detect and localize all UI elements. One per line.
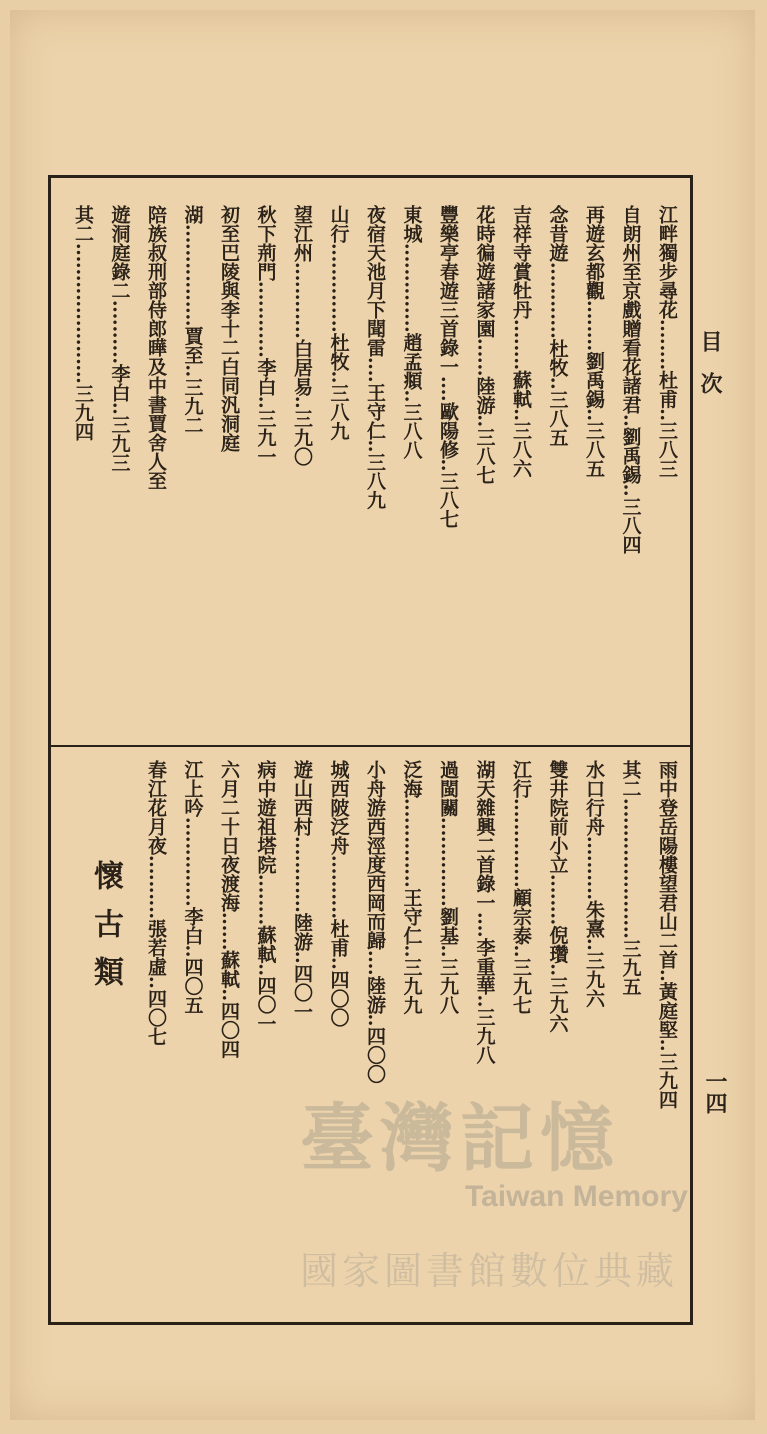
toc-entry: 病中遊祖塔院‥‥‥‥蘇軾‥四〇一 <box>254 760 277 1034</box>
toc-entry: 東城‥‥‥‥‥‥‥趙孟頫‥三八八 <box>400 205 423 460</box>
toc-entry: 湖‥‥‥‥‥‥‥‥賈至‥三九二 <box>181 205 204 435</box>
toc-entry: 豐樂亭春遊三首錄一‥‥歐陽修‥三八七 <box>437 205 459 529</box>
toc-entry: 遊山西村‥‥‥‥‥‥陸游‥四〇一 <box>291 760 313 1021</box>
toc-entry: 湖天雜興二首錄一‥‥李重華‥三九八 <box>473 760 496 1065</box>
toc-entry: 過閩關‥‥‥‥‥‥‥劉基‥三九八 <box>437 760 459 1015</box>
toc-entry: 泛海‥‥‥‥‥‥‥王守仁‥三九九 <box>400 760 423 1015</box>
watermark-library: 國家圖書館數位典藏 <box>300 1249 679 1293</box>
toc-entry: 水口行舟‥‥‥‥‥朱熹‥三九六 <box>583 760 605 1008</box>
toc-entry: 夜宿天池月下聞雷‥‥王守仁‥三八九 <box>364 205 386 510</box>
toc-entry: 陪族叔刑部侍郎曄及中書賈舍人至 <box>145 205 167 490</box>
toc-entry: 自朗州至京戲贈看花諸君‥劉禹錫‥三八四 <box>619 205 642 554</box>
toc-entry: 江行‥‥‥‥‥‥‥顧宗泰‥三九七 <box>510 760 532 1015</box>
toc-entry: 江上吟‥‥‥‥‥‥‥李白‥四〇五 <box>181 760 204 1015</box>
watermark-english: Taiwan Memory <box>465 1180 688 1213</box>
toc-entry: 山行‥‥‥‥‥‥‥杜牧‥三八九 <box>327 205 350 441</box>
running-header: 目次 <box>697 330 723 414</box>
toc-entry: 春江花月夜‥‥‥‥‥張若虛‥四〇七 <box>145 760 167 1046</box>
toc-entry: 六月二十日夜渡海‥‥‥蘇軾‥四〇四 <box>218 760 240 1059</box>
toc-entry: 花時徧遊諸家園‥‥‥陸游‥三八七 <box>473 205 496 485</box>
toc-entry: 其二‥‥‥‥‥‥‥‥‥‥‥三九五 <box>619 760 642 996</box>
section-divider <box>48 745 693 747</box>
toc-entry: 秋下荊門‥‥‥‥‥‥李白‥三九一 <box>254 205 277 466</box>
toc-entry: 小舟游西涇度西岡而歸‥‥陸游‥四〇〇 <box>364 760 386 1084</box>
page-number: 一四 <box>702 1070 728 1114</box>
toc-entry: 城西陂泛舟‥‥‥‥‥杜甫‥四〇〇 <box>327 760 350 1027</box>
toc-entry: 遊洞庭錄二‥‥‥‥‥李白‥三九三 <box>108 205 131 472</box>
toc-entry: 其二‥‥‥‥‥‥‥‥‥‥‥三九四 <box>72 205 94 441</box>
toc-entry: 念昔遊‥‥‥‥‥‥杜牧‥三八五 <box>546 205 569 447</box>
toc-entry: 初至巴陵與李十二白同汎洞庭 <box>218 205 240 452</box>
toc-entry: 吉祥寺賞牡丹‥‥‥‥蘇軾‥三八六 <box>510 205 532 479</box>
section-title: 懷古類 <box>88 860 123 1004</box>
toc-entry: 雙井院前小立‥‥‥‥倪瓚‥三九六 <box>546 760 569 1034</box>
watermark-chinese: 臺灣記憶 <box>300 1096 620 1182</box>
toc-entry: 雨中登岳陽樓望君山二首‥黃庭堅‥三九四 <box>656 760 678 1109</box>
toc-entry: 再遊玄都觀‥‥‥‥劉禹錫‥三八五 <box>583 205 605 479</box>
toc-entry: 江畔獨步尋花‥‥‥‥杜甫‥三八三 <box>656 205 678 479</box>
toc-entry: 望江州‥‥‥‥‥‥白居易‥三九〇 <box>291 205 313 466</box>
